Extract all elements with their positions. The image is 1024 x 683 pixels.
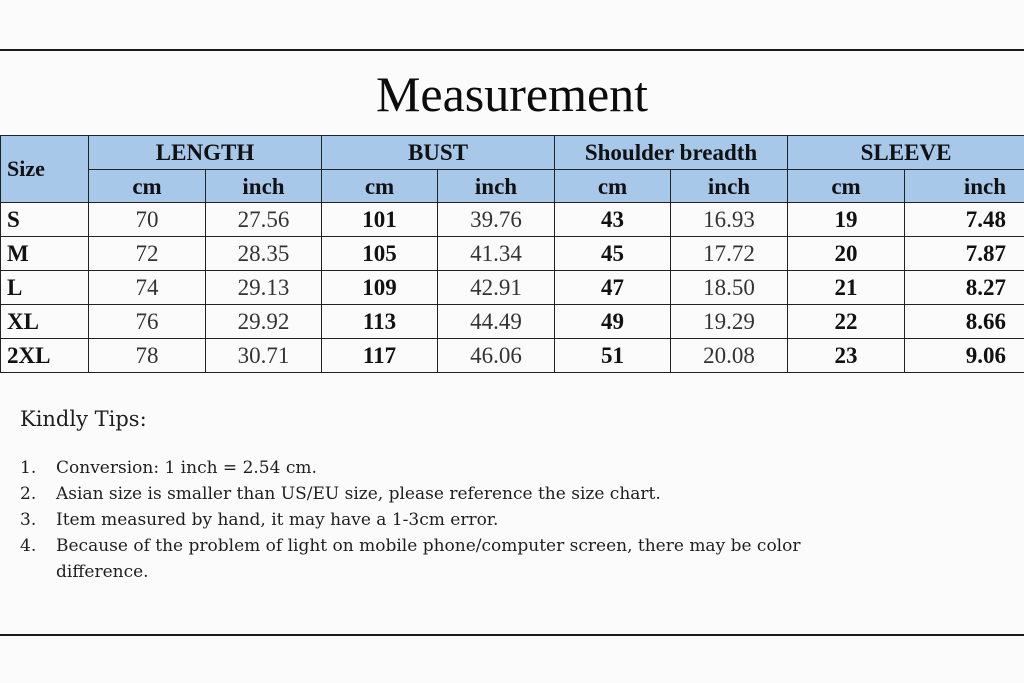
sleeve-cm-cell: 23 <box>788 339 905 373</box>
shoulder-inch-cell: 16.93 <box>671 203 788 237</box>
tip-item <box>20 455 1000 481</box>
table-row <box>1 237 1024 271</box>
length-cm-cell: 70 <box>89 203 206 237</box>
sleeve-cm-cell: 21 <box>788 271 905 305</box>
top-divider <box>0 49 1024 51</box>
sleeve-inch-cell: 8.27 <box>905 271 1024 305</box>
unit-cm-header: cm <box>555 170 671 203</box>
bust-inch-cell: 46.06 <box>438 339 555 373</box>
table-row <box>1 271 1024 305</box>
unit-cm-header: cm <box>89 170 206 203</box>
sleeve-inch-cell: 9.06 <box>905 339 1024 373</box>
bust-cm-cell: 117 <box>322 339 438 373</box>
length-cm-cell: 76 <box>89 305 206 339</box>
size-chart-table <box>0 135 1024 373</box>
tip-item <box>20 481 1000 507</box>
sleeve-inch-cell: 7.87 <box>905 237 1024 271</box>
length-cm-cell: 78 <box>89 339 206 373</box>
tip-item <box>20 507 1000 533</box>
tips-title: Kindly Tips: <box>20 407 147 431</box>
tip-number: 4. <box>20 536 37 556</box>
table-row <box>1 339 1024 373</box>
unit-cm-header: cm <box>322 170 438 203</box>
length-cm-cell: 72 <box>89 237 206 271</box>
size-label: 2XL <box>1 339 89 373</box>
bust-cm-cell: 113 <box>322 305 438 339</box>
bust-cm-cell: 109 <box>322 271 438 305</box>
bust-cm-cell: 101 <box>322 203 438 237</box>
length-inch-cell: 28.35 <box>206 237 322 271</box>
size-label: XL <box>1 305 89 339</box>
sleeve-cm-cell: 22 <box>788 305 905 339</box>
sleeve-cm-cell: 20 <box>788 237 905 271</box>
table-row <box>1 305 1024 339</box>
length-cm-cell: 74 <box>89 271 206 305</box>
size-label: L <box>1 271 89 305</box>
tip-number: 1. <box>20 458 37 478</box>
size-label: S <box>1 203 89 237</box>
shoulder-cm-cell: 49 <box>555 305 671 339</box>
tip-number: 3. <box>20 510 37 530</box>
length-header: LENGTH <box>89 136 322 170</box>
shoulder-inch-cell: 20.08 <box>671 339 788 373</box>
page-title: Measurement <box>375 66 649 122</box>
bust-header: BUST <box>322 136 555 170</box>
shoulder-inch-cell: 19.29 <box>671 305 788 339</box>
bust-inch-cell: 41.34 <box>438 237 555 271</box>
bottom-divider <box>0 634 1024 636</box>
unit-header-row <box>1 170 1024 203</box>
sleeve-inch-cell: 8.66 <box>905 305 1024 339</box>
shoulder-cm-cell: 43 <box>555 203 671 237</box>
length-inch-cell: 29.13 <box>206 271 322 305</box>
size-header: Size <box>1 136 89 203</box>
unit-inch-header: inch <box>438 170 555 203</box>
shoulder-inch-cell: 18.50 <box>671 271 788 305</box>
bust-inch-cell: 39.76 <box>438 203 555 237</box>
sleeve-cm-cell: 19 <box>788 203 905 237</box>
length-inch-cell: 27.56 <box>206 203 322 237</box>
length-inch-cell: 30.71 <box>206 339 322 373</box>
bust-inch-cell: 44.49 <box>438 305 555 339</box>
bust-cm-cell: 105 <box>322 237 438 271</box>
size-label: M <box>1 237 89 271</box>
tips-section <box>20 407 1000 585</box>
unit-inch-header: inch <box>671 170 788 203</box>
length-inch-cell: 29.92 <box>206 305 322 339</box>
tips-list <box>20 455 1000 585</box>
sleeve-inch-cell: 7.48 <box>905 203 1024 237</box>
shoulder-cm-cell: 47 <box>555 271 671 305</box>
bust-inch-cell: 42.91 <box>438 271 555 305</box>
shoulder-cm-cell: 45 <box>555 237 671 271</box>
tip-text: Asian size is smaller than US/EU size, please reference the size chart. <box>56 484 661 504</box>
group-header-row <box>1 136 1024 170</box>
tip-number: 2. <box>20 484 37 504</box>
tip-item <box>20 533 1000 585</box>
tip-text: Conversion: 1 inch = 2.54 cm. <box>56 458 317 478</box>
unit-inch-header: inch <box>905 170 1024 203</box>
shoulder-cm-cell: 51 <box>555 339 671 373</box>
unit-cm-header: cm <box>788 170 905 203</box>
tip-text: Item measured by hand, it may have a 1-3cm error. <box>56 510 499 530</box>
shoulder-inch-cell: 17.72 <box>671 237 788 271</box>
sleeve-header: SLEEVE <box>788 136 1024 170</box>
unit-inch-header: inch <box>206 170 322 203</box>
shoulder-header: Shoulder breadth <box>555 136 788 170</box>
tip-text: Because of the problem of light on mobile phone/computer screen, there may be color difference. <box>56 536 801 582</box>
table-row <box>1 203 1024 237</box>
